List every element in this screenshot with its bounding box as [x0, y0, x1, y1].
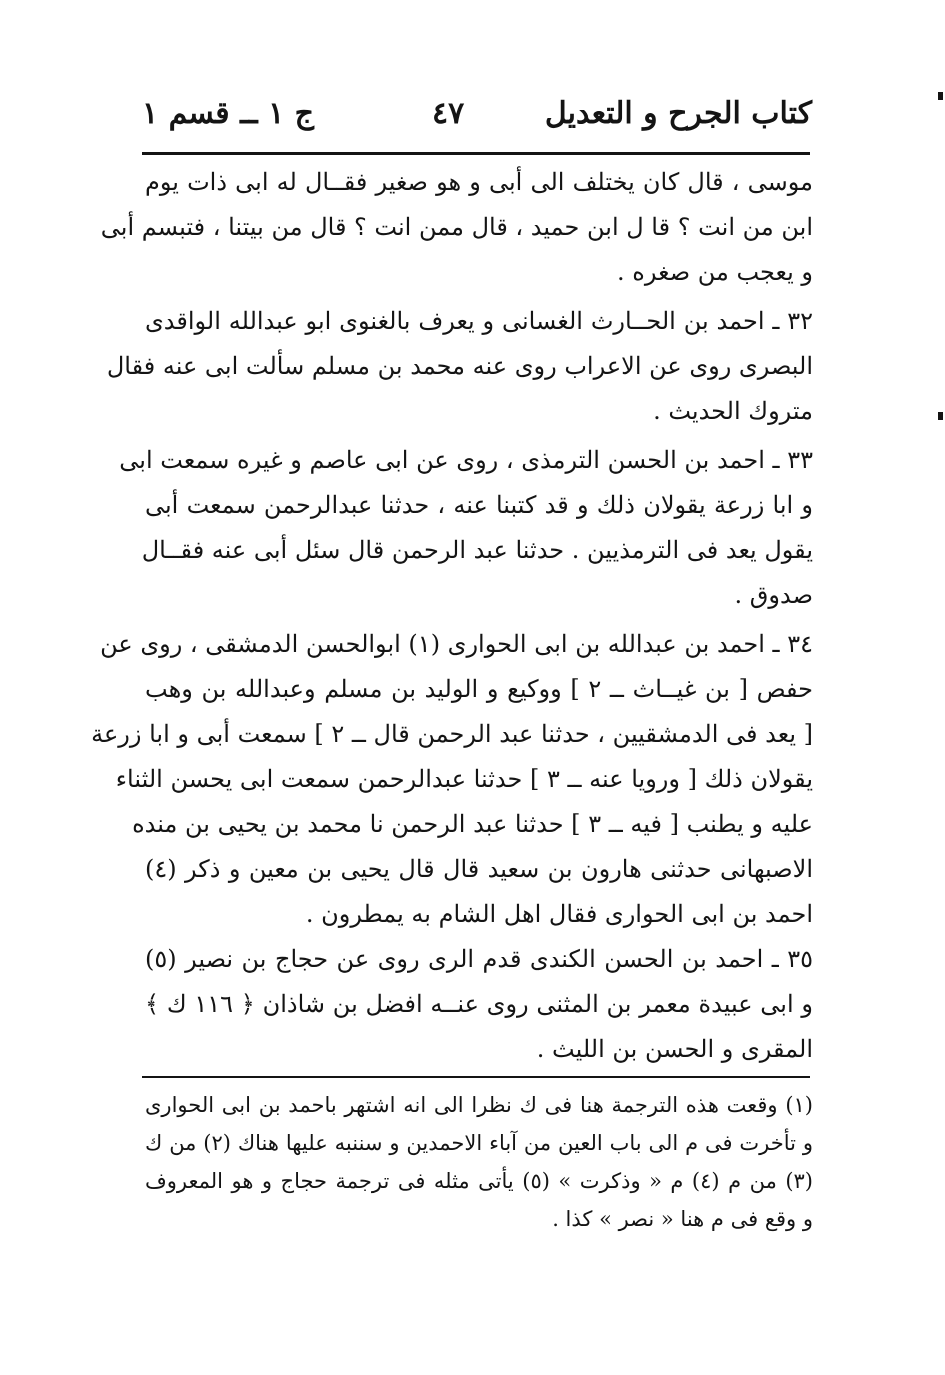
- footnote-line: و تأخرت فى م الى باب العين من آباء الاحمدين و سننبه عليها هناك (٢) من ك: [145, 1131, 813, 1155]
- text-line: المقرى و الحسن بن الليث .: [536, 1035, 813, 1063]
- text-line: يقول يعد فى الترمذيين . حدثنا عبد الرحمن قال سئل أبى عنه فقــال: [141, 536, 813, 564]
- header-rule: [142, 152, 810, 155]
- text-line: يقولان ذلك [ ورويا عنه ــ ٣ ] حدثنا عبدالرحمن سمعت ابى يحسن الثناء: [115, 765, 813, 793]
- footnote-line: و وقع فى م هنا « نصر » كذا .: [552, 1207, 813, 1231]
- scan-edge-mark: [938, 92, 943, 100]
- book-title: كتاب الجرح و التعديل: [544, 96, 812, 131]
- text-line: حفص [ بن غيــاث ــ ٢ ] ووكيع و الوليد بن مسلم وعبدالله بن وهب: [145, 675, 813, 703]
- text-line: [ يعد فى الدمشقيين ، حدثنا عبد الرحمن قال ــ ٢ ] سمعت أبى و ابا زرعة: [91, 720, 813, 748]
- entry-33: [119, 438, 813, 618]
- text-line: ٣٣ ـ احمد بن الحسن الترمذى ، روى عن ابى عاصم و غيره سمعت ابى: [119, 446, 813, 474]
- footnote-line: (١) وقعت هذه الترجمة هنا فى ك نظرا الى انه اشتهر باحمد بن ابى الحوارى: [145, 1093, 813, 1117]
- volume-indicator: ج ١ ــ قسم ١: [142, 96, 315, 131]
- text-line: احمد بن ابى الحوارى فقال اهل الشام به يمطرون .: [305, 900, 813, 928]
- scan-edge-mark: [938, 412, 943, 420]
- text-line: و ابى عبيدة معمر بن المثنى روى عنــه افضل بن شاذان ﴿ ١١٦ ك ﴾: [145, 990, 813, 1018]
- text-line: صدوق .: [734, 581, 813, 609]
- text-line: البصرى روى عن الاعراب روى عنه محمد بن مسلم سألت ابى عنه فقال: [106, 352, 813, 380]
- page-header: [142, 96, 812, 146]
- page-number: ٤٧: [432, 96, 465, 131]
- text-line: الاصبهانى حدثنى هارون بن سعيد قال قال يحيى بن معين و ذكر (٤): [145, 855, 813, 883]
- text-line: و ابا زرعة يقولان ذلك و قد كتبنا عنه ، حدثنا عبدالرحمن سمعت أبى: [145, 491, 813, 519]
- footnotes: [145, 1086, 813, 1238]
- text-line: و يعجب من صغره .: [617, 258, 813, 286]
- entry-35: [145, 937, 813, 1072]
- entry-32: [106, 299, 813, 434]
- footnote-line: (٣) من م (٤) م « وذكرت » (٥) يأتى مثله فى ترجمة حجاج و هو المعروف: [145, 1169, 813, 1193]
- text-line: عليه و يطنب [ فيه ــ ٣ ] حدثنا عبد الرحمن نا محمد بن يحيى بن منده: [132, 810, 813, 838]
- text-line: ابن من انت ؟ قا ل ابن حميد ، قال ممن انت ؟ قال من بيتنا ، فتبسم أبى: [100, 213, 813, 241]
- text-line: متروك الحديث .: [653, 397, 813, 425]
- text-line: ٣٢ ـ احمد بن الحــارث الغسانى و يعرف بالغنوى ابو عبدالله الواقدى: [145, 307, 813, 335]
- continuation-paragraph: [100, 160, 813, 295]
- text-line: ٣٥ ـ احمد بن الحسن الكندى قدم الرى روى عن حجاج بن نصير (٥): [145, 945, 813, 973]
- entry-34: [91, 622, 813, 937]
- main-text: [91, 160, 813, 1072]
- footnote-rule: [142, 1076, 810, 1078]
- text-line: موسى ، قال كان يختلف الى أبى و هو صغير فقــال له ابى ذات يوم: [145, 168, 813, 196]
- text-line: ٣٤ ـ احمد بن عبدالله بن ابى الحوارى (١) ابوالحسن الدمشقى ، روى عن: [100, 630, 813, 658]
